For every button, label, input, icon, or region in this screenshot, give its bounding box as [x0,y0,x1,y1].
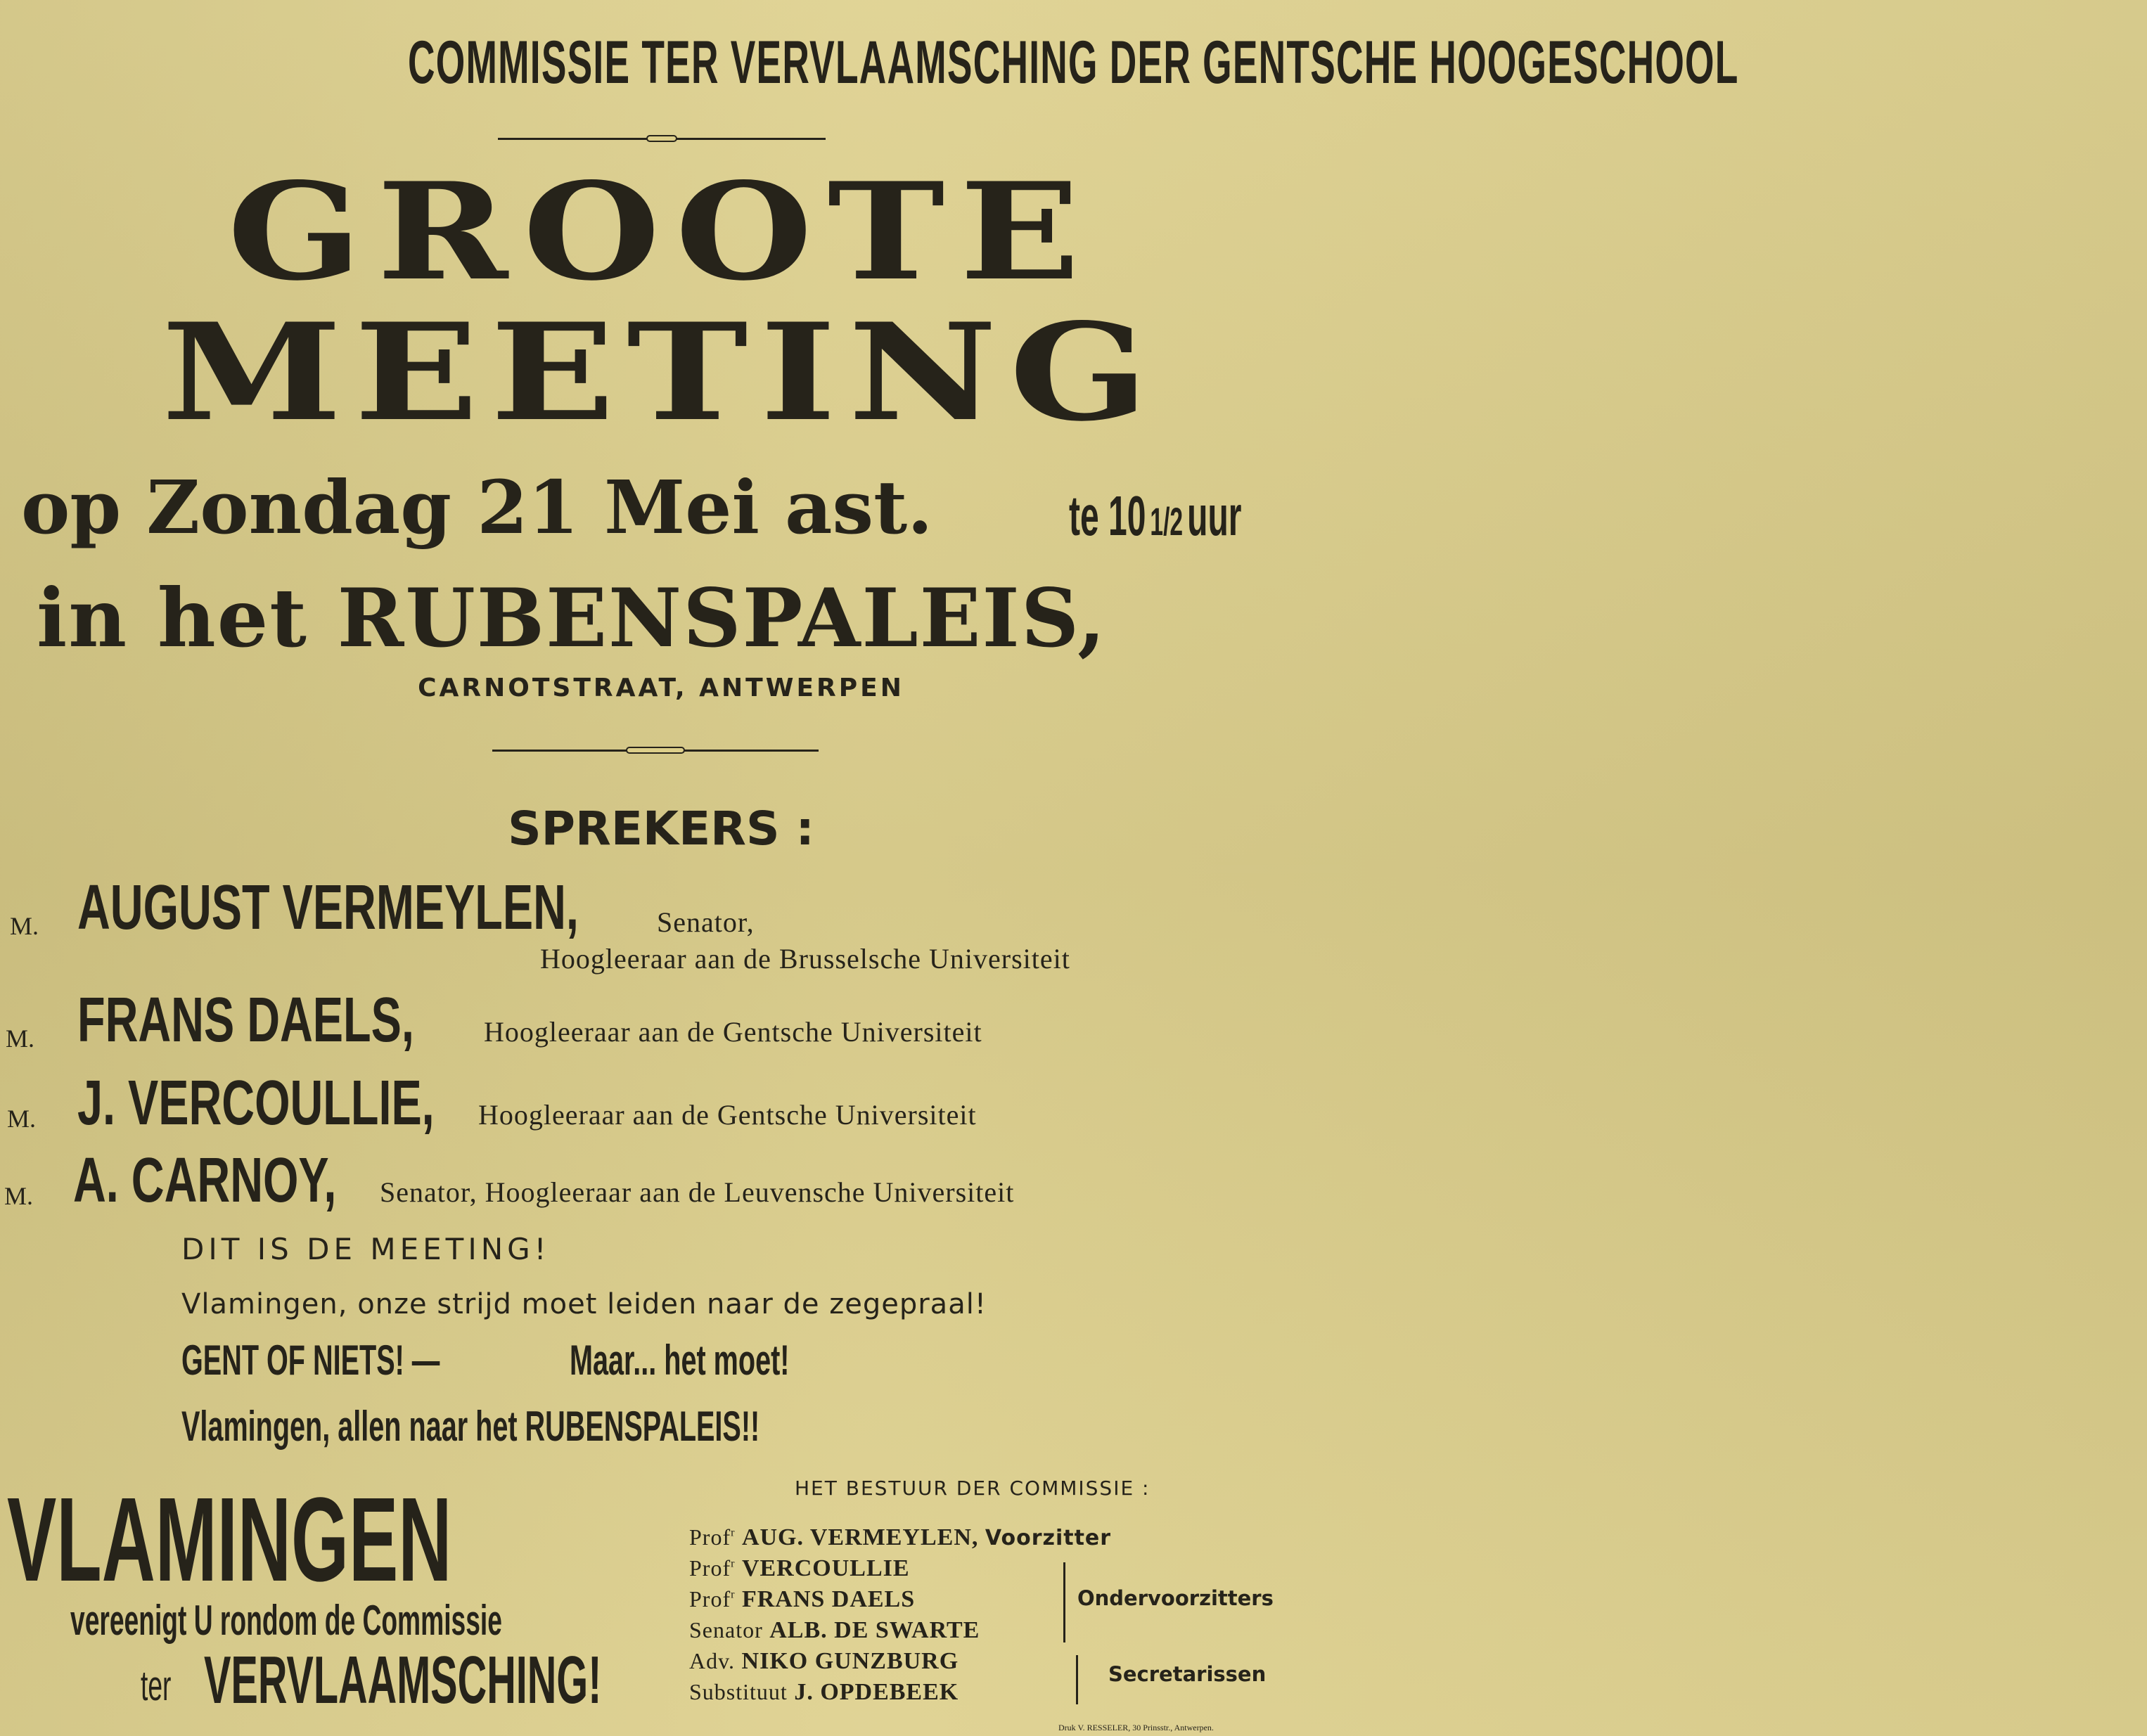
commission-title: COMMISSIE TER VERVLAAMSCHING DER GENTSCHE HOOGESCHOOL [407,29,1739,96]
speakers-heading: SPREKERS : [508,802,814,856]
board-title: HET BESTUUR DER COMMISSIE : [795,1477,1151,1500]
board-member-name: AUG. VERMEYLEN, [741,1524,979,1550]
printer-credit: Druk V. RESSELER, 30 Prinsstr., Antwerpen. [1058,1723,1214,1732]
board-member [689,1617,980,1644]
speaker-row [7,1067,1315,1138]
speaker-row [10,872,1318,977]
board-member [689,1586,915,1613]
speaker-role: Hoogleeraar aan de Gentsche Universiteit [484,1016,982,1048]
time-suffix: uur [1187,484,1242,547]
ornament-divider-top [498,135,826,142]
board-member-name: VERCOULLIE [741,1555,910,1581]
speaker-role: Hoogleeraar aan de Gentsche Universiteit [478,1099,977,1131]
slogan-gent: GENT OF NIETS! — [181,1337,440,1384]
speaker-name: J. VERCOULLIE, [77,1068,435,1138]
board-member-prefix: Senator [689,1617,763,1642]
brace-vice [1063,1562,1065,1642]
board-member-prefix: Prof [689,1524,731,1550]
date-line: op Zondag 21 Mei ast. [21,464,933,551]
speaker-role: Senator, Hoogleeraar aan de Leuvensche Universiteit [380,1176,1015,1208]
board-vice-label: Ondervoorzitters [1077,1586,1274,1610]
board-member [689,1648,959,1675]
slogan-maar: Maar... het moet! [570,1337,790,1384]
board-member-name: ALB. DE SWARTE [769,1617,980,1643]
board-member-sup: r [731,1557,736,1570]
board-member-sup: r [731,1588,736,1601]
title-groote: GROOTE [227,153,1095,310]
venue-line: in het RUBENSPALEIS, [37,571,1107,665]
slogan-line-3b [570,1336,902,1384]
venue-address: CARNOTSTRAAT, ANTWERPEN [418,674,904,702]
board-member-role: Voorzitter [985,1526,1112,1550]
call-vereenigt: vereenigt U rondom de Commissie [70,1597,502,1644]
board-member-name: J. OPDEBEEK [794,1679,959,1705]
time-prefix: te 10 [1069,484,1146,547]
ornament-divider-middle [492,747,819,754]
speaker-row [6,984,1314,1055]
time-fraction: 1/2 [1150,499,1184,544]
slogan-line-3 [181,1336,573,1384]
call-vlamingen: VLAMINGEN [7,1473,452,1607]
board-member-prefix: Prof [689,1586,731,1612]
board-member [689,1679,959,1706]
board-member-prefix: Substituut [689,1679,788,1704]
slogan-allen: Vlamingen, allen naar het RUBENSPALEIS!! [181,1403,760,1450]
title-meeting: MEETING [161,294,1161,451]
board-member [689,1524,1111,1551]
board-member-name: FRANS DAELS [741,1586,916,1612]
speaker-prefix: M. [4,1182,34,1210]
speaker-row [4,1145,1312,1215]
board-member-prefix: Adv. [689,1648,736,1673]
call-vervlaamsching: VERVLAAMSCHING! [204,1642,602,1718]
slogan-line-2: Vlamingen, onze strijd moet leiden naar de zegepraal! [181,1288,987,1320]
call-ter: ter [141,1662,172,1709]
board-secretaries-label: Secretarissen [1108,1662,1267,1686]
speaker-name: FRANS DAELS, [77,985,414,1055]
board-member-sup: r [731,1526,736,1539]
speaker-role: Senator, [657,906,755,938]
time-line [1069,484,1357,548]
slogan-line-4 [181,1402,1058,1451]
speaker-prefix: M. [10,912,39,940]
speaker-prefix: M. [7,1105,37,1133]
slogan-line-1: DIT IS DE MEETING! [181,1232,551,1266]
brace-secretaries [1076,1655,1078,1704]
speaker-role-2: Hoogleeraar aan de Brusselsche Universiteit [540,943,1070,975]
speaker-name: AUGUST VERMEYLEN, [77,873,579,943]
time-text [1069,484,1241,548]
board-member [689,1555,910,1582]
speaker-name: A. CARNOY, [73,1145,337,1216]
speaker-prefix: M. [6,1024,35,1053]
board-member-prefix: Prof [689,1555,731,1581]
commission-header [0,28,1739,98]
board-member-name: NIKO GUNZBURG [741,1648,959,1674]
